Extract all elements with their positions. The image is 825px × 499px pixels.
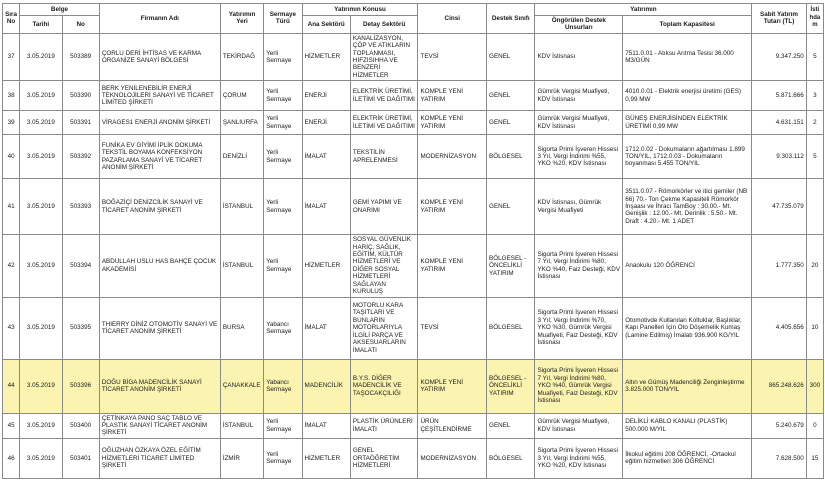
row-sira: 42: [3, 235, 20, 297]
row-tarih: 3.05.2019: [20, 81, 62, 111]
row-cinsi: KOMPLE YENİ YATIRIM: [418, 179, 487, 235]
row-sira: 44: [3, 359, 20, 413]
row-istihdam: 5: [806, 135, 823, 179]
row-destek-sinifi: GENEL: [487, 413, 535, 438]
row-detay-sektor: GEMİ YAPIMI VE ONARIMI: [350, 179, 418, 235]
table-row: [3, 438, 824, 478]
row-cinsi: ÜRÜN ÇEŞİTLENDİRME: [418, 413, 487, 438]
row-destek-sinifi: GENEL: [487, 81, 535, 111]
header-yatirimin: Yatırımın: [535, 4, 752, 16]
row-detay-sektor: KANALİZASYON, ÇÖP VE ATIKLARIN TOPLANMASI, HIFZISIHHA VE BENZERİ HİZMETLER: [350, 33, 418, 80]
row-destek-unsurlari: Sigorta Primi İşveren Hissesi 3 Yıl, Vergi İndirimi %55, YKO %20, KDV İstisnası: [535, 438, 623, 478]
row-firma: OĞUZHAN ÖZKAYA ÖZEL EĞİTİM HİZMETLERİ TİCARET LİMİTED ŞİRKETİ: [99, 438, 220, 478]
row-sermaye: Yerli Sermaye: [264, 413, 302, 438]
table-row: [3, 111, 824, 135]
row-sermaye: Yerli Sermaye: [264, 33, 302, 80]
row-destek-unsurlari: Gümrük Vergisi Muafiyeti, KDV İstisnası: [535, 81, 623, 111]
row-kapasite: 4010.0.01 - Elektrik enerjisi üretimi (GES) 0,99 MW: [623, 81, 752, 111]
header-ongorulen: Öngörülen Destek Unsurları: [535, 16, 623, 34]
row-cinsi: KOMPLE YENİ YATIRIM: [418, 111, 487, 135]
row-sabit-yatirim: 5.240.679: [752, 413, 806, 438]
row-istihdam: 0: [806, 413, 823, 438]
header-yatirim-yeri: Yatırımın Yeri: [220, 4, 263, 34]
row-cinsi: TEVSİ: [418, 297, 487, 359]
row-tarih: 3.05.2019: [20, 297, 62, 359]
row-ana-sektor: İMALAT: [302, 413, 350, 438]
row-yer: ÇORUM: [220, 81, 263, 111]
row-yer: İSTANBUL: [220, 235, 263, 297]
row-tarih: 3.05.2019: [20, 33, 62, 80]
row-no: 503393: [62, 179, 99, 235]
table-body: [3, 33, 824, 478]
table-row: [3, 235, 824, 297]
header-sermaye: Sermaye Türü: [264, 4, 302, 34]
row-no: 503395: [62, 297, 99, 359]
row-destek-unsurlari: Sigorta Primi İşveren Hissesi 7 Yıl, Vergi İndirimi %80, YKO %40, Gümrük Vergisi Muafiyeti, Faiz Desteği, KDV İstisnası: [535, 359, 623, 413]
row-destek-unsurlari: KDV İstisnası, Gümrük Vergisi Muafiyeti: [535, 179, 623, 235]
row-detay-sektor: GENEL ORTAÖĞRETİM HİZMETLERİ: [350, 438, 418, 478]
row-sira: 37: [3, 33, 20, 80]
header-no: No: [62, 16, 99, 34]
row-ana-sektor: İMALAT: [302, 179, 350, 235]
row-tarih: 3.05.2019: [20, 111, 62, 135]
row-ana-sektor: İMALAT: [302, 297, 350, 359]
row-sermaye: Yerli Sermaye: [264, 135, 302, 179]
header-belge: Belge: [20, 4, 100, 16]
row-firma: BERK YENİLENEBİLİR ENERJİ TEKNOLOJİLERİ SANAYİ VE TİCARET LİMİTED ŞİRKETİ: [99, 81, 220, 111]
row-destek-unsurlari: Sigorta Primi İşveren Hissesi 7 Yıl, Vergi İndirimi %80, YKO %40, Faiz Desteği, KDV İstisnası: [535, 235, 623, 297]
row-firma: THIERRY DİNİZ OTOMOTİV SANAYİ VE TİCARET ANONİM ŞİRKETİ: [99, 297, 220, 359]
table-row: [3, 81, 824, 111]
row-kapasite: DELİKLİ KABLO KANALI (PLASTİK) 500.000 M/YIL: [623, 413, 752, 438]
row-sira: 39: [3, 111, 20, 135]
row-yer: İSTANBUL: [220, 413, 263, 438]
row-yer: İSTANBUL: [220, 179, 263, 235]
row-destek-sinifi: GENEL: [487, 111, 535, 135]
row-sira: 46: [3, 438, 20, 478]
row-no: 503391: [62, 111, 99, 135]
row-firma: ÇORLU DERİ İHTİSAS VE KARMA ORGANİZE SANAYİ BÖLGESİ: [99, 33, 220, 80]
row-no: 503392: [62, 135, 99, 179]
row-cinsi: KOMPLE YENİ YATIRIM: [418, 235, 487, 297]
row-kapasite: GÜNEŞ ENERJİSİNDEN ELEKTRİK ÜRETİMİ 0,99 MW: [623, 111, 752, 135]
table-row: [3, 179, 824, 235]
row-sabit-yatirim: 865.248.626: [752, 359, 806, 413]
row-firma: ÇETİNKAYA PANO SAÇ TABLO VE PLASTİK SANAYİ TİCARET ANONİM ŞİRKETİ: [99, 413, 220, 438]
header-tarihi: Tarihi: [20, 16, 62, 34]
row-detay-sektor: MOTORLU KARA TAŞITLARI VE BUNLARIN MOTORLARIYLA İLGİLİ PARÇA VE AKSESUARLARIN İMALATI: [350, 297, 418, 359]
row-istihdam: 3: [806, 81, 823, 111]
row-no: 503400: [62, 413, 99, 438]
row-destek-sinifi: GENEL: [487, 179, 535, 235]
row-kapasite: Anaokulu 120 ÖĞRENCİ: [623, 235, 752, 297]
row-sermaye: Yabancı Sermaye: [264, 359, 302, 413]
row-detay-sektor: B.Y.S. DİĞER MADENCİLİK VE TAŞOCAKÇILIĞI: [350, 359, 418, 413]
row-istihdam: 5: [806, 33, 823, 80]
header-cinsi: Cinsi: [418, 4, 487, 34]
table-row: [3, 135, 824, 179]
row-istihdam: 10: [806, 297, 823, 359]
table-row: [3, 297, 824, 359]
row-cinsi: MODERNİZASYON: [418, 135, 487, 179]
row-kapasite: 3511.0.07 - Römorkörler ve itici gemiler (NB 66) 70.- Ton Çekme Kapasiteli Römorkör İnşaası ve İhracı TamBoy : 30.00.- Mt. Genişlik : 12.00.- Mt. Derinlik : 5.50.- Mt. Draft : 4.20.- Mt. 1 ADET: [623, 179, 752, 235]
row-cinsi: TEVSİ: [418, 33, 487, 80]
row-ana-sektor: İMALAT: [302, 135, 350, 179]
row-istihdam: 300: [806, 359, 823, 413]
row-ana-sektor: ENERJİ: [302, 81, 350, 111]
row-detay-sektor: ELEKTRİK ÜRETİMİ, İLETİMİ VE DAĞITIMI: [350, 111, 418, 135]
row-ana-sektor: HİZMETLER: [302, 438, 350, 478]
row-sabit-yatirim: 1.777.350: [752, 235, 806, 297]
row-destek-sinifi: BÖLGESEL: [487, 297, 535, 359]
header-toplam-kapasite: Toplam Kapasitesi: [623, 16, 752, 34]
row-sabit-yatirim: 4.631.151: [752, 111, 806, 135]
row-destek-unsurlari: KDV İstisnası: [535, 33, 623, 80]
row-tarih: 3.05.2019: [20, 235, 62, 297]
row-sermaye: Yerli Sermaye: [264, 179, 302, 235]
header-firma: Firmanın Adı: [99, 4, 220, 34]
row-sabit-yatirim: 47.735.079: [752, 179, 806, 235]
row-destek-unsurlari: Gümrük Vergisi Muafiyeti, KDV İstisnası: [535, 413, 623, 438]
row-sira: 45: [3, 413, 20, 438]
row-sira: 40: [3, 135, 20, 179]
row-firma: ABDULLAH USLU HAS BAHÇE ÇOCUK AKADEMİSİ: [99, 235, 220, 297]
investment-table: [2, 3, 824, 479]
table-row: [3, 359, 824, 413]
row-destek-unsurlari: Sigorta Primi İşveren Hissesi 3 Yıl, Vergi İndirimi %55, YKO %20, KDV İstisnası: [535, 135, 623, 179]
row-tarih: 3.05.2019: [20, 438, 62, 478]
row-no: 503401: [62, 438, 99, 478]
row-kapasite: İlkokul eğitimi 208 ÖĞRENCİ, -Ortaokul eğitim hizmetleri 306 ÖĞRENCİ: [623, 438, 752, 478]
row-sira: 43: [3, 297, 20, 359]
row-yer: TEKİRDAĞ: [220, 33, 263, 80]
row-firma: BOĞAZİÇİ DENİZCİLİK SANAYİ VE TİCARET ANONİM ŞİRKETİ: [99, 179, 220, 235]
row-sabit-yatirim: 7.628.500: [752, 438, 806, 478]
row-sabit-yatirim: 9.347.250: [752, 33, 806, 80]
header-istihdam: İstihdam: [806, 4, 823, 34]
header-sabit-yatirim: Sabit Yatırım Tutarı (TL): [752, 4, 806, 34]
row-yer: BURSA: [220, 297, 263, 359]
row-no: 503396: [62, 359, 99, 413]
row-kapasite: Altın ve Gümüş Madenciliği Zenginleştirme 3.825.000 TON/YIL: [623, 359, 752, 413]
row-sira: 38: [3, 81, 20, 111]
row-ana-sektor: HİZMETLER: [302, 33, 350, 80]
row-kapasite: 1712.0.02 - Dokumaların ağartılması 1.899 TON/YIL, 1712.0.03 - Dokumaların boyanması 5.455 TON/YIL: [623, 135, 752, 179]
row-destek-sinifi: BÖLGESEL: [487, 135, 535, 179]
row-no: 503394: [62, 235, 99, 297]
table-header: [3, 4, 824, 34]
row-firma: FUNİKA EV GİYİMİ İPLİK DOKUMA TEKSTİL BOYAMA KONFEKSİYON PAZARLAMA SANAYİ VE TİCARET ANONİM ŞİRKETİ: [99, 135, 220, 179]
row-istihdam: 20: [806, 235, 823, 297]
row-destek-unsurlari: Sigorta Primi İşveren Hissesi 3 Yıl, Vergi İndirimi %70, YKO %30, Gümrük Vergisi Muafiyeti, Faiz Desteği, KDV İstisnası: [535, 297, 623, 359]
row-sabit-yatirim: 4.405.656: [752, 297, 806, 359]
table-row: [3, 413, 824, 438]
row-detay-sektor: TEKSTİLİN APRELENMESİ: [350, 135, 418, 179]
row-sermaye: Yerli Sermaye: [264, 438, 302, 478]
row-detay-sektor: ELEKTRİK ÜRETİMİ, İLETİMİ VE DAĞITIMI: [350, 81, 418, 111]
header-detay-sektor: Detay Sektörü: [350, 16, 418, 34]
row-yer: ÇANAKKALE: [220, 359, 263, 413]
header-sira-no: Sıra No: [3, 4, 20, 34]
header-konusu: Yatırımın Konusu: [302, 4, 418, 16]
row-destek-sinifi: GENEL: [487, 33, 535, 80]
row-tarih: 3.05.2019: [20, 179, 62, 235]
row-firma: DOĞU BİGA MADENCİLİK SANAYİ TİCARET ANONİM ŞİRKETİ: [99, 359, 220, 413]
row-destek-unsurlari: Gümrük Vergisi Muafiyeti, KDV İstisnası: [535, 111, 623, 135]
row-yer: ŞANLIURFA: [220, 111, 263, 135]
row-ana-sektor: ENERJİ: [302, 111, 350, 135]
row-cinsi: KOMPLE YENİ YATIRIM: [418, 81, 487, 111]
row-destek-sinifi: BÖLGESEL: [487, 438, 535, 478]
row-istihdam: [806, 179, 823, 235]
row-sira: 41: [3, 179, 20, 235]
row-ana-sektor: HİZMETLER: [302, 235, 350, 297]
row-sermaye: Yerli Sermaye: [264, 81, 302, 111]
row-firma: VİRAGES1 ENERJİ ANONİM ŞİRKETİ: [99, 111, 220, 135]
row-destek-sinifi: BÖLGESEL - ÖNCELİKLİ YATIRIM: [487, 359, 535, 413]
table-row: [3, 33, 824, 80]
row-sabit-yatirim: 5.871.666: [752, 81, 806, 111]
row-ana-sektor: MADENCİLİK: [302, 359, 350, 413]
row-sermaye: Yerli Sermaye: [264, 111, 302, 135]
row-cinsi: MODERNİZASYON: [418, 438, 487, 478]
row-sermaye: Yerli Sermaye: [264, 235, 302, 297]
row-yer: İZMİR: [220, 438, 263, 478]
row-destek-sinifi: BÖLGESEL - ÖNCELİKLİ YATIRIM: [487, 235, 535, 297]
row-istihdam: 2: [806, 111, 823, 135]
row-tarih: 3.05.2019: [20, 135, 62, 179]
header-destek-sinifi: Destek Sınıfı: [487, 4, 535, 34]
row-sabit-yatirim: 9.303.112: [752, 135, 806, 179]
row-tarih: 3.05.2019: [20, 413, 62, 438]
row-kapasite: 7511.0.01 - Atıksu Arıtma Tesisi 36.000 M3/GÜN: [623, 33, 752, 80]
row-detay-sektor: PLASTİK ÜRÜNLERİ İMALATI: [350, 413, 418, 438]
header-ana-sektor: Ana Sektörü: [302, 16, 350, 34]
row-tarih: 3.05.2019: [20, 359, 62, 413]
row-sermaye: Yabancı Sermaye: [264, 297, 302, 359]
row-cinsi: KOMPLE YENİ YATIRIM: [418, 359, 487, 413]
row-istihdam: 15: [806, 438, 823, 478]
row-kapasite: Otomotivde Kullanılan Koltuklar, Başlıklar, Kapı Panelleri İçin Oto Döşemelik Kumaş (Lamine Edilmiş) İmalatı 936.900 KG/YIL: [623, 297, 752, 359]
row-yer: DENİZLİ: [220, 135, 263, 179]
row-detay-sektor: SOSYAL GÜVENLİK HARİÇ, SAĞLIK, EĞİTİM, KÜLTÜR HİZMETLERİ VE DİĞER SOSYAL HİZMETLERİ SAĞLAYAN KURULUŞ: [350, 235, 418, 297]
row-no: 503389: [62, 33, 99, 80]
row-no: 503390: [62, 81, 99, 111]
